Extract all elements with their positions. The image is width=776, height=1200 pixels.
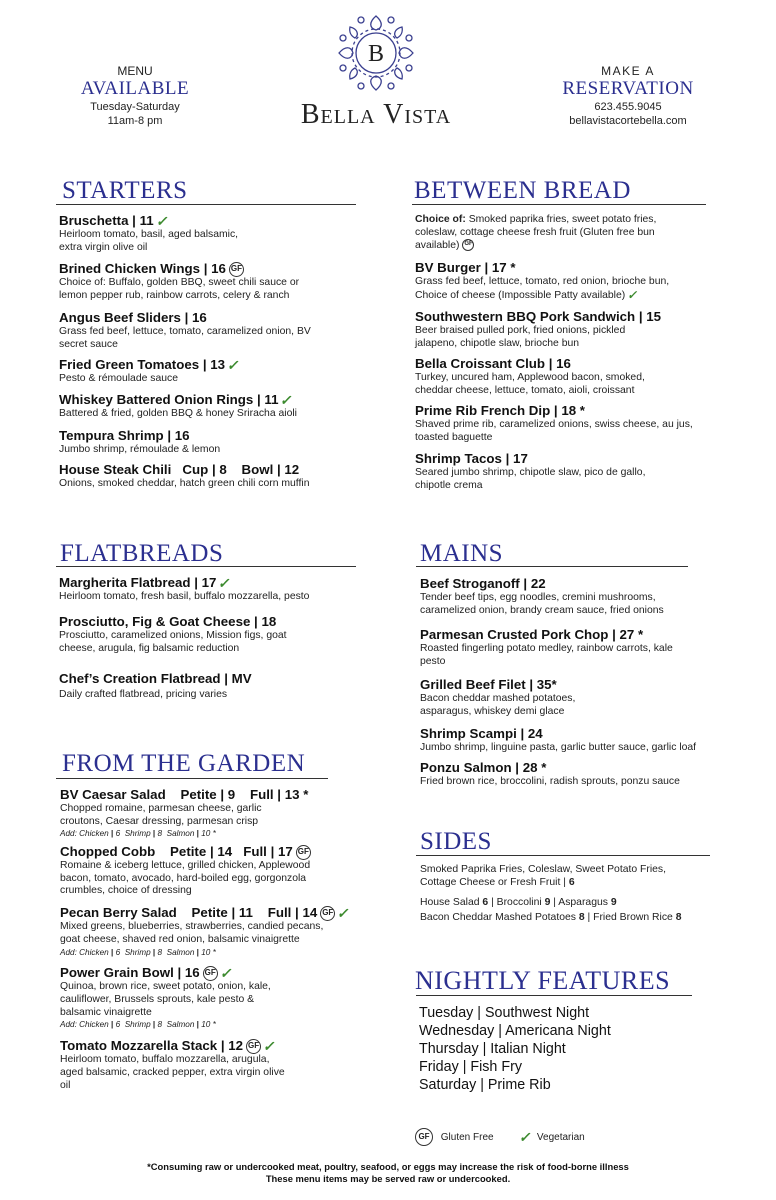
- item-desc: Battered & fried, golden BBQ & honey Sriracha aioli: [59, 408, 297, 420]
- gluten-free-icon: GF: [415, 1128, 433, 1146]
- item-name: Shrimp Tacos | 17: [415, 451, 528, 466]
- between-bread-rule: [412, 204, 706, 205]
- list-item: [59, 261, 359, 302]
- gluten-free-icon: GF: [320, 906, 335, 921]
- garden-rule: [56, 778, 328, 779]
- item-name: Fried Green Tomatoes | 13: [59, 357, 226, 372]
- menu-label: MENU: [117, 64, 153, 78]
- item-desc: Heirloom tomato, basil, aged balsamic, extra virgin olive oil: [59, 229, 239, 254]
- list-item: Friday | Fish Fry: [419, 1059, 523, 1075]
- legend-gf-label: Gluten Free: [440, 1131, 494, 1143]
- between-bread-intro: [415, 214, 715, 253]
- item-desc: Daily crafted flatbread, pricing varies: [59, 689, 228, 700]
- brand-logo: [288, 8, 464, 128]
- sides-line: Smoked Paprika Fries, Coleslaw, Sweet Potato Fries,: [420, 864, 667, 875]
- item-desc: Chopped romaine, parmesan cheese, garlic croutons, Caesar dressing, parmesan crisp: [60, 803, 262, 827]
- item-desc: Grass fed beef, lettuce, tomato, caramelized onion, BV secret sauce: [59, 326, 311, 350]
- nightly-list: [419, 1004, 719, 1094]
- sides-line: Cottage Cheese or Fresh Fruit | 6: [420, 876, 575, 888]
- item-desc: Beer braised pulled pork, fried onions, pickled jalapeno, chipotle slaw, brioche bun: [415, 325, 626, 349]
- item-name: Chef’s Creation Flatbread | MV: [59, 671, 252, 686]
- list-item: [420, 726, 730, 755]
- vegetarian-icon: ✓: [626, 287, 640, 302]
- brand-name: Bella Vista: [300, 99, 452, 130]
- item-desc: Jumbo shrimp, linguine pasta, garlic butter sauce, garlic loaf: [420, 742, 697, 753]
- item-name: Bella Croissant Club | 16: [415, 356, 571, 371]
- starters-title: STARTERS: [62, 177, 188, 204]
- list-item: [420, 627, 720, 668]
- item-name: BV Caesar Salad Petite | 9 Full | 13 *: [60, 787, 309, 802]
- list-item: [415, 403, 715, 444]
- item-name: Brined Chicken Wings | 16: [59, 261, 226, 276]
- garden-title: FROM THE GARDEN: [62, 750, 306, 777]
- item-name: Power Grain Bowl | 16: [60, 965, 200, 980]
- website-link[interactable]: bellavistacortebella.com: [569, 115, 687, 127]
- item-desc: Turkey, uncured ham, Applewood bacon, smoked, cheddar cheese, lettuce, tomato, aioli, croissant: [415, 372, 645, 396]
- item-desc: Prosciutto, caramelized onions, Mission figs, goat cheese, arugula, fig balsamic reduction: [59, 630, 287, 654]
- intro-text: Smoked paprika fries, sweet potato fries, coleslaw, cottage cheese fresh fruit (Gluten free bun available): [415, 214, 657, 251]
- item-name: Parmesan Crusted Pork Chop | 27 *: [420, 627, 644, 642]
- vegetarian-icon: ✓: [217, 575, 233, 592]
- item-desc: Tender beef tips, egg noodles, cremini mushrooms, caramelized onion, brandy cream sauce, fried onions: [420, 592, 664, 616]
- list-item: [415, 309, 715, 350]
- item-desc: Quinoa, brown rice, sweet potato, onion, kale, cauliflower, Brussels sprouts, kale pesto & balsamic vinaigrette: [60, 981, 271, 1018]
- list-item: [60, 787, 360, 839]
- item-name: Bruschetta | 11: [59, 213, 154, 228]
- item-name: Chopped Cobb Petite | 14 Full | 17: [60, 844, 293, 859]
- sides-list: [420, 864, 720, 924]
- list-item: [60, 1038, 360, 1092]
- list-item: [59, 357, 359, 386]
- item-desc: Bacon cheddar mashed potatoes, asparagus, whiskey demi glace: [420, 693, 576, 717]
- list-item: [415, 356, 715, 397]
- reservation-title: RESERVATION: [562, 78, 694, 99]
- item-name: Pecan Berry Salad Petite | 11 Full | 14: [60, 905, 318, 920]
- item-name: Tomato Mozzarella Stack | 12: [60, 1038, 244, 1053]
- mains-rule: [416, 566, 688, 567]
- gluten-free-icon: GF: [462, 239, 474, 251]
- item-desc: Onions, smoked cheddar, hatch green chili corn muffin: [59, 478, 310, 489]
- ornament-icon: [331, 8, 421, 98]
- item-desc: Shaved prime rib, caramelized onions, swiss cheese, au jus, toasted baguette: [415, 419, 693, 443]
- nightly-rule: [416, 995, 692, 996]
- nightly-title: NIGHTLY FEATURES: [415, 966, 671, 995]
- item-desc: Pesto & rémoulade sauce: [59, 373, 178, 385]
- list-item: [420, 677, 720, 718]
- vegetarian-icon: ✓: [262, 1038, 278, 1055]
- gluten-free-icon: GF: [246, 1039, 261, 1054]
- item-desc: Jumbo shrimp, rémoulade & lemon: [59, 444, 221, 455]
- between-bread-title: BETWEEN BREAD: [414, 177, 631, 204]
- legend: [415, 1128, 615, 1147]
- list-item: [59, 213, 359, 255]
- phone-link[interactable]: 623.455.9045: [594, 101, 662, 113]
- disclaimer-line: These menu items may be served raw or undercooked.: [265, 1172, 511, 1184]
- item-name: Ponzu Salmon | 28 *: [420, 760, 547, 775]
- item-desc: Romaine & iceberg lettuce, grilled chicken, Applewood bacon, tomato, avocado, hard-boiled egg, gorgonzola crumbles, choice of dressing: [60, 860, 311, 897]
- gluten-free-icon: GF: [229, 262, 244, 277]
- item-desc: Choice of: Buffalo, golden BBQ, sweet chili sauce or lemon pepper rub, rainbow carrots, celery & ranch: [59, 277, 300, 301]
- legend-veg-label: Vegetarian: [536, 1131, 585, 1143]
- item-name: Whiskey Battered Onion Rings | 11: [59, 392, 279, 407]
- footer-disclaimer: [40, 1161, 736, 1184]
- reservation-label: MAKE A: [601, 64, 655, 78]
- list-item: [59, 575, 359, 604]
- days-text: Tuesday-Saturday: [90, 101, 180, 113]
- hours-text: 11am-8 pm: [107, 115, 163, 127]
- list-item: [415, 260, 715, 302]
- list-item: Saturday | Prime Rib: [419, 1077, 551, 1093]
- list-item: [60, 965, 360, 1030]
- list-item: [59, 310, 359, 351]
- list-item: Thursday | Italian Night: [419, 1041, 566, 1057]
- intro-label: Choice of:: [415, 214, 466, 225]
- list-item: [59, 462, 359, 491]
- sides-line: House Salad 6 | Broccolini 9 | Asparagus 9: [420, 897, 617, 909]
- list-item: [59, 671, 359, 702]
- addon-line: Add: Chicken | 6 Shrimp | 8 Salmon | 10 *: [60, 947, 216, 957]
- item-name: Southwestern BBQ Pork Sandwich | 15: [415, 309, 662, 324]
- sides-line: Bacon Cheddar Mashed Potatoes 8 | Fried Brown Rice 8: [420, 911, 682, 923]
- item-desc: Roasted fingerling potato medley, rainbow carrots, kale pesto: [420, 643, 673, 667]
- list-item: [420, 760, 720, 789]
- list-item: [420, 576, 720, 617]
- vegetarian-icon: ✓: [336, 905, 352, 922]
- list-item: Wednesday | Americana Night: [419, 1023, 611, 1039]
- vegetarian-icon: ✓: [226, 357, 242, 374]
- item-desc: Mixed greens, blueberries, strawberries, candied pecans, goat cheese, shaved red onion, balsamic vinaigrette: [60, 921, 324, 946]
- list-item: [415, 451, 715, 492]
- item-name: Shrimp Scampi | 24: [420, 726, 543, 741]
- gluten-free-icon: GF: [203, 966, 218, 981]
- flatbreads-title: FLATBREADS: [60, 540, 224, 567]
- hours-block: [60, 64, 210, 128]
- list-item: [60, 905, 370, 958]
- item-desc: Grass fed beef, lettuce, tomato, red onion, brioche bun, Choice of cheese (Impossible Patty available): [415, 276, 670, 301]
- vegetarian-icon: ✓: [154, 213, 171, 230]
- disclaimer-line: *Consuming raw or undercooked meat, poultry, seafood, or eggs may increase the risk of food-borne illness: [147, 1161, 629, 1172]
- addon-line: Add: Chicken | 6 Shrimp | 8 Salmon | 10 *: [60, 829, 216, 839]
- item-name: Prosciutto, Fig & Goat Cheese | 18: [59, 614, 277, 629]
- item-name: Prime Rib French Dip | 18 *: [415, 403, 585, 418]
- addon-line: Add: Chicken | 6 Shrimp | 8 Salmon | 10 *: [60, 1020, 216, 1030]
- sides-title: SIDES: [420, 828, 492, 855]
- gluten-free-icon: GF: [296, 845, 311, 860]
- list-item: [59, 428, 359, 457]
- brand-initial: B: [367, 41, 385, 67]
- item-name: Beef Stroganoff | 22: [420, 576, 546, 591]
- item-name: BV Burger | 17 *: [415, 260, 516, 275]
- list-item: [59, 614, 359, 655]
- sides-rule: [416, 855, 710, 856]
- list-item: Tuesday | Southwest Night: [419, 1005, 590, 1021]
- item-desc: Fried brown rice, broccolini, radish sprouts, ponzu sauce: [420, 776, 680, 787]
- vegetarian-icon: ✓: [279, 392, 295, 409]
- item-name: Grilled Beef Filet | 35*: [420, 677, 557, 692]
- item-desc: Seared jumbo shrimp, chipotle slaw, pico de gallo, chipotle crema: [415, 467, 646, 491]
- reservation-block: [548, 64, 708, 128]
- vegetarian-icon: ✓: [518, 1129, 534, 1145]
- item-desc: Heirloom tomato, fresh basil, buffalo mozzarella, pesto: [59, 591, 310, 603]
- item-name: Angus Beef Sliders | 16: [59, 310, 207, 325]
- item-desc: Heirloom tomato, buffalo mozzarella, arugula, aged balsamic, cracked pepper, extra virgin olive oil: [60, 1054, 285, 1091]
- item-name: Margherita Flatbread | 17: [59, 575, 217, 590]
- available-title: AVAILABLE: [80, 78, 190, 99]
- item-name: Tempura Shrimp | 16: [59, 428, 190, 443]
- list-item: [60, 844, 360, 898]
- list-item: [59, 392, 359, 421]
- vegetarian-icon: ✓: [218, 965, 235, 982]
- starters-rule: [56, 204, 356, 205]
- mains-title: MAINS: [420, 540, 504, 567]
- flatbreads-rule: [56, 566, 356, 567]
- item-name: House Steak Chili Cup | 8 Bowl | 12: [59, 462, 300, 477]
